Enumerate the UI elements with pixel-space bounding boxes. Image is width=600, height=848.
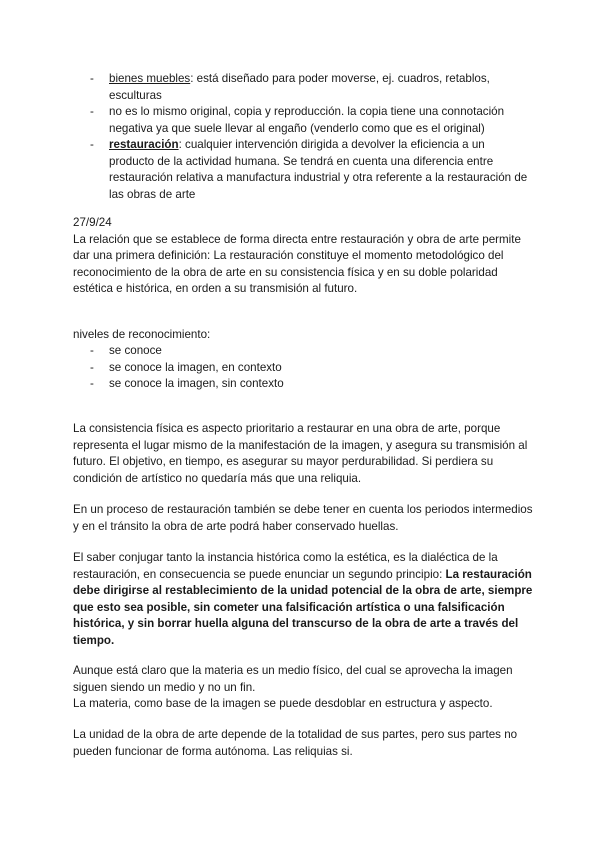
- list-item-text: no es lo mismo original, copia y reproducción. la copia tiene una connotación negativa ya que suele llevar al engaño (venderlo como que es el original): [109, 105, 505, 135]
- list-item: [90, 71, 530, 104]
- level-text: se conoce: [109, 344, 162, 357]
- term-restauracion: restauración: [109, 138, 179, 151]
- list-item-text: : cualquier intervención dirigida a devolver la eficiencia a un producto de la actividad humana. Se tendrá en cuenta una diferencia entre restauración relativa a manufactura industrial y otra referente a la restauración de las obras de arte: [109, 138, 528, 201]
- dash-bullet-icon: -: [90, 377, 94, 390]
- levels-title: niveles de reconocimiento:: [73, 328, 211, 341]
- term-bienes-muebles: bienes muebles: [109, 72, 191, 85]
- list-item: [90, 104, 530, 137]
- paragraph-text: En un proceso de restauración también se debe tener en cuenta los periodos intermedios y en el tránsito la obra de arte podrá haber conservado huellas.: [73, 503, 533, 533]
- list-item: [90, 137, 530, 203]
- list-item: [90, 360, 530, 377]
- dash-bullet-icon: -: [90, 138, 94, 151]
- materia-paragraph: [73, 663, 533, 713]
- levels-block: [73, 327, 533, 344]
- paragraph-text: [73, 550, 533, 649]
- proceso-paragraph: [73, 502, 533, 535]
- dash-bullet-icon: -: [90, 344, 94, 357]
- paragraph-text: La consistencia física es aspecto prioritario a restaurar en una obra de arte, porque representa el lugar mismo de la manifestación de la imagen, y asegura su transmisión al futuro. El objetivo, en tiempo, es asegurar su mayor perdurabilidad. Si perdiera su condición de artístico no quedaría más que una reliquia.: [73, 422, 528, 485]
- level-text: se conoce la imagen, sin contexto: [109, 377, 284, 390]
- list-item: [90, 343, 530, 360]
- principio-paragraph: [73, 550, 533, 649]
- principio-intro: El saber conjugar tanto la instancia histórica como la estética, es la dialéctica de la restauración, en consecuencia se puede enunciar un segundo principio:: [73, 551, 498, 581]
- paragraph-text: La materia, como base de la imagen se puede desdoblar en estructura y aspecto.: [73, 697, 493, 710]
- dash-bullet-icon: -: [90, 105, 94, 118]
- definition-block: [73, 215, 533, 298]
- list-item-text: : está diseñado para poder moverse, ej. cuadros, retablos, esculturas: [109, 72, 490, 102]
- paragraph-text: La unidad de la obra de arte depende de la totalidad de sus partes, pero sus partes no pueden funcionar de forma autónoma. Las reliquias si.: [73, 728, 518, 758]
- dash-bullet-icon: -: [90, 360, 94, 374]
- list-item: [90, 376, 530, 393]
- levels-list: [90, 343, 530, 393]
- date-heading: 27/9/24: [73, 216, 112, 229]
- unidad-paragraph: [73, 727, 533, 760]
- level-text: se conoce la imagen, en contexto: [109, 360, 282, 374]
- dash-bullet-icon: -: [90, 72, 94, 85]
- top-bullet-list: [90, 71, 530, 203]
- paragraph-text: Aunque está claro que la materia es un medio físico, del cual se aprovecha la imagen siguen siendo un medio y no un fin.: [73, 664, 513, 694]
- definition-paragraph: La relación que se establece de forma directa entre restauración y obra de arte permite dar una primera definición: La restauración constituye el momento metodológico del reconocimiento de la obra de arte en su consistencia física y en su doble polaridad estética e histórica, en orden a su transmisión al futuro.: [73, 232, 521, 295]
- consistencia-paragraph: [73, 421, 533, 487]
- principio-bold: La restauración debe dirigirse al restablecimiento de la unidad potencial de la obra de arte, siempre que esto sea posible, sin cometer una falsificación artística o una falsificación histórica, y sin borrar huella alguna del transcurso de la obra de arte a través del tiempo.: [73, 567, 533, 647]
